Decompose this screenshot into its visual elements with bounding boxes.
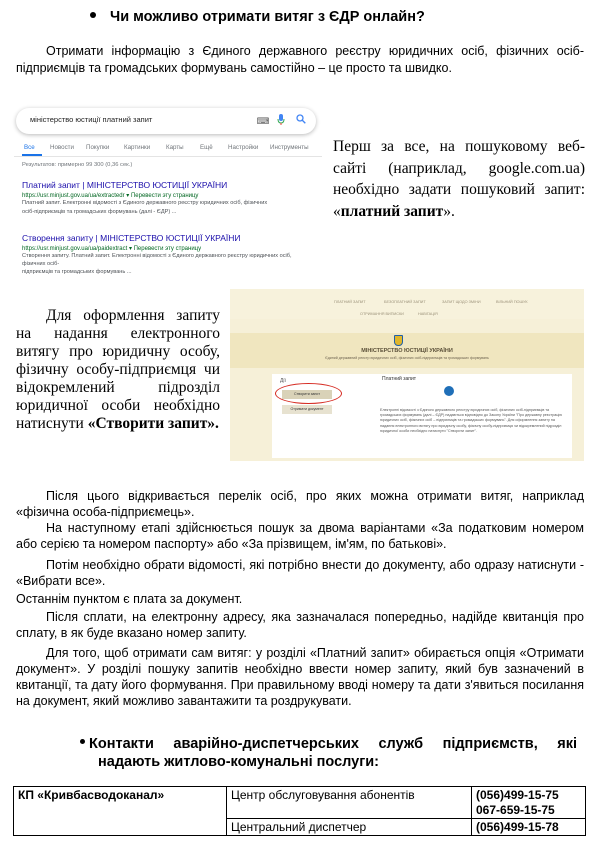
body-paragraph: Після цього відкривається перелік осіб, про яких можна отримати витяг, наприклад «фізична особа-підприємець». [16,489,584,519]
contacts-heading: Контакти аварійно-диспетчерських служб підприємств, які надають житлово-комунальні послуги: [80,735,577,771]
keyboard-icon[interactable]: ⌨ [256,116,270,126]
bullet-icon [80,739,85,744]
document-icon [444,386,454,396]
tab-news[interactable]: Новости [50,144,74,151]
panel-heading: Платний запит [382,376,417,382]
nav-item[interactable]: ЗАПИТ ЩОДО ЗМІНИ [442,300,481,304]
result-snippet-line: осіб-підприємців та громадських формувань (далі - ЄДР) ... [22,208,177,215]
nav-item[interactable]: БЕЗОПЛАТНИЙ ЗАПИТ [384,300,426,304]
microphone-icon[interactable] [274,114,288,128]
coat-of-arms-icon [394,335,403,346]
get-document-button[interactable]: Отримати документ [282,405,332,414]
create-request-emphasis: «Створити запит». [87,415,219,432]
site-header-band [230,333,584,368]
search-tabs [14,142,322,157]
result-snippet-line: Платний запит. Електронні відомості з Єдиного державного реєстру юридичних осіб, фізичних [22,200,268,206]
tab-images[interactable]: Картинки [124,144,151,151]
body-paragraph: Потім необхідно обрати відомості, які потрібно внести до документу, або одразу натиснути - «Вибрати все». [16,558,584,588]
create-request-button[interactable]: Створити запит [282,390,332,399]
bullet-icon [90,12,96,18]
ministry-site-screenshot [230,289,584,461]
search-result [22,180,312,216]
registry-subtitle: Єдиний державний реєстр юридичних осіб, фізичних осіб-підприємців та громадських формувань [325,356,489,360]
actions-label: Дії [280,378,286,384]
phone-cell: (056)499-15-78 [472,819,586,836]
tab-shopping[interactable]: Покупки [86,144,110,151]
tab-settings[interactable]: Настройки [228,144,259,151]
search-instruction: Перш за все, на пошуковому веб-сайті (наприклад, google.com.ua) необхідно задати пошуковий запит: «платний запит». [333,138,585,220]
result-stats: Результатов: примерно 99 300 (0,36 сек.) [22,162,133,168]
result-title-link[interactable]: Платний запит | МІНІСТЕРСТВО ЮСТИЦІЇ УКРАЇНИ [22,180,228,190]
site-nav [230,289,584,319]
organization-cell: КП «Кривбасводоканал» [14,787,227,836]
active-tab-underline [22,154,42,156]
result-url[interactable]: https://usr.minjust.gov.ua/ua/extractedr ▾ Перевести эту страницу [22,193,199,199]
result-url[interactable]: https://usr.minjust.gov.ua/ua/paidextract ▾ Перевести эту страницу [22,246,202,252]
result-snippet-line: підприємців та громадських формувань ... [22,269,132,275]
tab-all[interactable]: Все [24,144,35,151]
search-query: міністерство юстиції платний запит [30,115,153,124]
google-search-screenshot [14,104,322,282]
body-paragraph: Останнім пунктом є плата за документ. [16,592,243,606]
result-snippet-line: Створення запиту. Платний запит. Електронні відомості з Єдиного державного реєстру юридичних осіб, фізичних осіб- [22,253,292,267]
service-cell: Центральний диспетчер [227,819,472,836]
search-query-emphasis: платний запит [340,202,444,220]
intro-paragraph: Отримати інформацію з Єдиного державного реєстру юридичних осіб, фізичних осіб-підприємців та громадських формувань самостійно – це просто та швидко. [16,44,584,75]
body-paragraph: Для того, щоб отримати сам витяг: у розділі «Платний запит» обирається опція «Отримати документ». У розділі пошуку запитів необхідно ввести номер запиту, який був зазначений в квитанції, та дату його формування. При правильному вводі номеру та дати з'явиться посилання на документ, який можливо завантажити та роздрукувати. [16,646,584,708]
phone-cell: (056)499-15-75 067-659-15-75 [472,787,586,819]
search-bar[interactable] [16,108,316,134]
contacts-table [13,786,586,836]
nav-item[interactable]: НАВІГАЦІЯ [418,312,438,316]
panel-description: Електронні відомості з Єдиного державного реєстру юридичних осіб, фізичних осіб-підприємців та громадських формувань (далі – ЄДР) надаються відповідно до Закону України "Про державну реєстрацію юридичних осіб, фізичних осіб – підприємців та громадських формувань". Для оформлення запиту на надання електронного витягу про юридичну особу, фізичну особу-підприємця чи відокремлений підрозділ юридичної особи необхідно натиснути "Створити запит". [380,408,563,433]
tab-maps[interactable]: Карты [166,144,184,151]
body-paragraph: Після сплати, на електронну адресу, яка зазначалася попередньо, надійде квитанція про сплату, в як буде вказано номер запиту. [16,610,584,640]
nav-item[interactable]: ВІЛЬНИЙ ПОШУК [496,300,528,304]
search-result [22,233,312,277]
service-cell: Центр обслуговування абонентів [227,787,472,819]
result-title-link[interactable]: Створення запиту | МІНІСТЕРСТВО ЮСТИЦІЇ УКРАЇНИ [22,233,241,243]
body-paragraph: На наступному етапі здійснюється пошук за двома варіантами «За податковим номером або серією та номером паспорту» або «За прізвищем, ім'ям, по батькові». [16,521,584,551]
ministry-name: МІНІСТЕРСТВО ЮСТИЦІЇ УКРАЇНИ [361,348,453,354]
create-request-instruction: Для оформлення запиту на надання електронного витягу про юридичну особу, фізичну особу-підприємця чи відокремлений підрозділ юридичної особи необхідно натиснути «Створити запит». [16,307,220,432]
tab-more[interactable]: Ещё [200,144,213,151]
highlight-oval [275,383,342,404]
search-icon[interactable] [294,114,308,128]
tab-tools[interactable]: Инструменты [270,144,309,151]
nav-item[interactable]: ПЛАТНИЙ ЗАПИТ [334,300,366,304]
site-main-panel [272,374,572,458]
nav-item[interactable]: ОТРИМАННЯ ВИПИСКИ [360,312,404,316]
page-title: Чи можливо отримати витяг з ЄДР онлайн? [90,9,425,25]
table-row [14,787,586,819]
